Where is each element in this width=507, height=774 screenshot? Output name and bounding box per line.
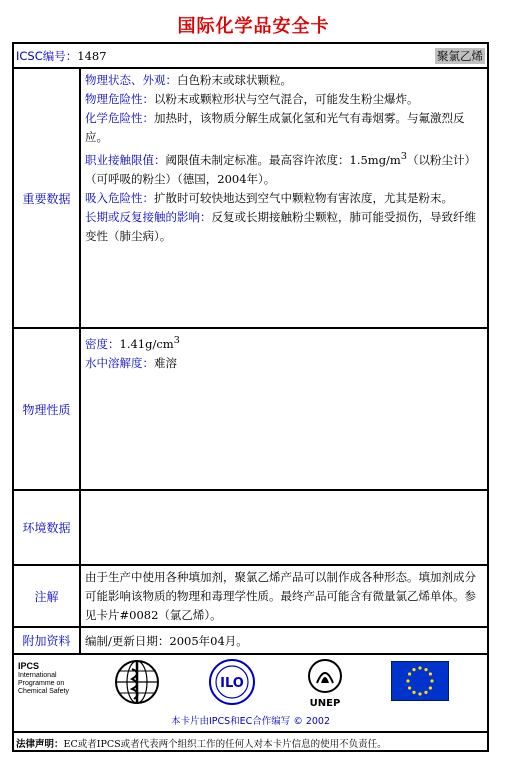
chemical-name: 聚氯乙烯 [437, 49, 483, 63]
physical-hazard-item: 物理危险性：以粉末或颗粒形状与空气混合，可能发生粉尘爆炸。 [85, 92, 419, 106]
long-term-effects-item: 长期或反复接触的影响：反复或长期接触粉尘颗粒，肺可能受损伤，导致纤维变性（肺尘病）。 [85, 209, 476, 243]
environment-label: 环境数据 [14, 491, 81, 564]
icsc-id-value: 1487 [77, 49, 107, 63]
solubility-item: 水中溶解度：难溶 [85, 355, 177, 370]
notes-row [14, 566, 487, 628]
id-row [14, 44, 487, 69]
icsc-id [16, 48, 107, 64]
additional-content: 编制/更新日期：2005年04月。 [85, 634, 248, 648]
legal-row [14, 733, 487, 753]
legal-statement: 法律声明：EC或者IPCS或者代表两个组织工作的任何人对本卡片信息的使用不负责任。 [16, 739, 387, 750]
unep-logo: UNEP [297, 657, 353, 709]
icsc-id-label: ICSC编号： [16, 49, 78, 63]
physical-properties-label: 物理性质 [14, 329, 81, 489]
who-logo-icon [112, 657, 162, 707]
density-item: 密度：$1.41g/cm^3$ [85, 335, 180, 351]
environment-content [83, 491, 487, 564]
important-data-row [14, 69, 487, 329]
inhalation-hazard-item: 吸入危险性：扩散时可较快地达到空气中颗粒物有害浓度，尤其是粉末。 [85, 190, 453, 205]
physical-properties-content [83, 329, 487, 489]
physical-state-item: 物理状态、外观：白色粉末或球状颗粒。 [85, 73, 292, 87]
ilo-logo-icon [206, 657, 258, 707]
additional-row [14, 628, 487, 655]
unep-emblem-icon [297, 657, 353, 695]
notes-label: 注解 [14, 566, 81, 626]
safety-card [12, 42, 489, 752]
important-data-label: 重要数据 [14, 69, 81, 327]
physical-properties-row [14, 329, 487, 491]
eu-flag-icon [391, 661, 449, 701]
ipcs-logo: IPCS International Programme on Chemical Safety [18, 661, 69, 695]
additional-label: 附加资料 [14, 628, 81, 653]
credit-line: 本卡片由IPCS和EC合作编写 © 2002 [170, 716, 331, 727]
environment-row [14, 491, 487, 566]
notes-content: 由于生产中使用各种填加剂，聚氯乙烯产品可以制作成各种形态。填加剂成分可能影响该物质的物理和毒理学性质。最终产品可能含有微量氯乙烯单体。参见卡片#0082（氯乙烯）。 [85, 570, 476, 622]
svg-text:ILO: ILO [220, 676, 244, 691]
logos-row [14, 655, 487, 733]
important-data-content [83, 69, 487, 327]
exposure-limit-item: 职业接触限值：阈限值未制定标准。最高容许浓度：$1.5mg/m^3$（以粉尘计）（可呼吸的粉尘）（德国，2004年）。 [85, 151, 476, 186]
card-title: 国际化学品安全卡 [177, 16, 330, 37]
chemical-hazard-item: 化学危险性：加热时，该物质分解生成氯化氢和光气有毒烟雾。与氟激烈反应。 [85, 111, 465, 144]
